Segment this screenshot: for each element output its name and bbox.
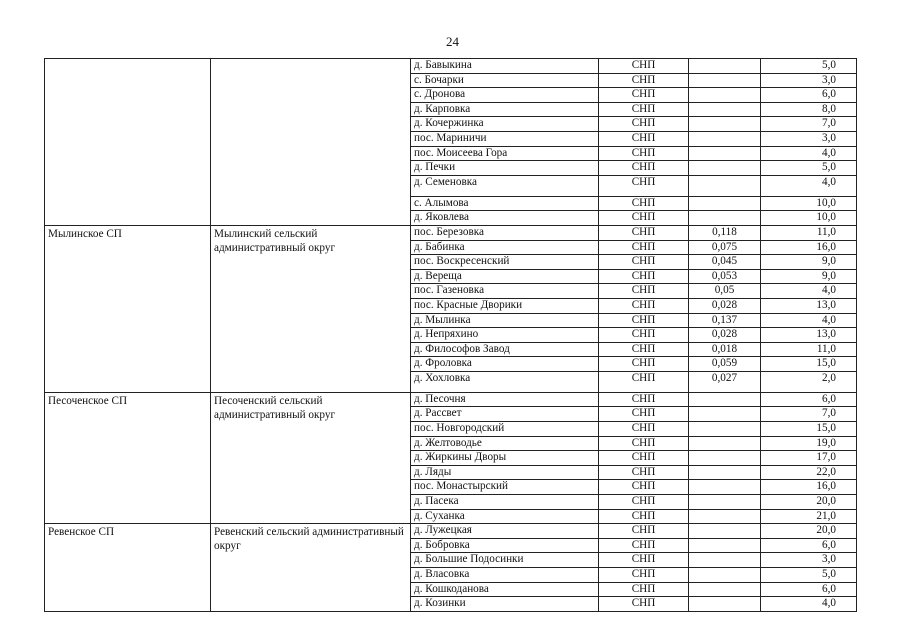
settlement-name-cell: д. Карповка xyxy=(411,102,599,117)
settlement-name-cell: д. Бобровка xyxy=(411,538,599,553)
area-cell xyxy=(689,495,761,510)
population-cell: 22,0 xyxy=(761,465,857,480)
settlement-type-cell: СНП xyxy=(599,509,689,524)
settlement-name-cell: пос. Газеновка xyxy=(411,284,599,299)
settlement-name-cell: д. Жиркины Дворы xyxy=(411,451,599,466)
settlement-type-cell: СНП xyxy=(599,392,689,407)
settlement-name-cell: пос. Монастырский xyxy=(411,480,599,495)
rural-settlement-name: Песоченское СП xyxy=(45,392,211,523)
settlement-type-cell: СНП xyxy=(599,225,689,240)
population-cell: 7,0 xyxy=(761,407,857,422)
page-number: 24 xyxy=(446,34,459,49)
settlement-name-cell: пос. Воскресенский xyxy=(411,255,599,270)
area-cell xyxy=(689,422,761,437)
settlement-type-cell: СНП xyxy=(599,597,689,612)
area-cell xyxy=(689,117,761,132)
settlement-name-cell: д. Ляды xyxy=(411,465,599,480)
settlement-name-cell: д. Философов Завод xyxy=(411,342,599,357)
administrative-okrug-name: Ревенский сельский административный округ xyxy=(211,524,411,612)
population-cell: 4,0 xyxy=(761,146,857,161)
population-cell: 4,0 xyxy=(761,597,857,612)
population-cell: 11,0 xyxy=(761,342,857,357)
area-cell xyxy=(689,407,761,422)
population-cell: 13,0 xyxy=(761,328,857,343)
settlement-name-cell: д. Пасека xyxy=(411,495,599,510)
settlement-name-cell: д. Кошкоданова xyxy=(411,582,599,597)
settlement-type-cell: СНП xyxy=(599,240,689,255)
population-cell: 20,0 xyxy=(761,495,857,510)
table-row xyxy=(45,59,857,74)
area-cell xyxy=(689,524,761,539)
table-row xyxy=(45,225,857,240)
settlement-type-cell: СНП xyxy=(599,313,689,328)
settlement-name-cell: д. Печки xyxy=(411,161,599,176)
area-cell xyxy=(689,451,761,466)
population-cell: 3,0 xyxy=(761,73,857,88)
population-cell: 6,0 xyxy=(761,392,857,407)
settlement-name-cell: пос. Мариничи xyxy=(411,131,599,146)
population-cell: 6,0 xyxy=(761,538,857,553)
area-cell: 0,053 xyxy=(689,269,761,284)
settlement-name-cell: д. Большие Подосинки xyxy=(411,553,599,568)
rural-settlement-name: Мылинское СП xyxy=(45,225,211,392)
area-cell: 0,028 xyxy=(689,298,761,313)
settlement-type-cell: СНП xyxy=(599,422,689,437)
area-cell: 0,027 xyxy=(689,371,761,392)
area-cell: 0,045 xyxy=(689,255,761,270)
settlement-type-cell: СНП xyxy=(599,524,689,539)
settlement-type-cell: СНП xyxy=(599,357,689,372)
rural-settlement-name: Ревенское СП xyxy=(45,524,211,612)
settlement-type-cell: СНП xyxy=(599,465,689,480)
area-cell xyxy=(689,131,761,146)
population-cell: 5,0 xyxy=(761,161,857,176)
settlement-type-cell: СНП xyxy=(599,538,689,553)
area-cell xyxy=(689,59,761,74)
settlements-table xyxy=(44,58,857,612)
settlement-type-cell: СНП xyxy=(599,407,689,422)
area-cell xyxy=(689,161,761,176)
settlement-name-cell: д. Желтоводье xyxy=(411,436,599,451)
settlement-name-cell: д. Непряхино xyxy=(411,328,599,343)
settlement-name-cell: с. Дронова xyxy=(411,88,599,103)
area-cell xyxy=(689,538,761,553)
population-cell: 8,0 xyxy=(761,102,857,117)
settlement-type-cell: СНП xyxy=(599,161,689,176)
area-cell xyxy=(689,88,761,103)
area-cell: 0,028 xyxy=(689,328,761,343)
settlement-name-cell: д. Бабинка xyxy=(411,240,599,255)
population-cell: 17,0 xyxy=(761,451,857,466)
settlement-type-cell: СНП xyxy=(599,436,689,451)
population-cell: 20,0 xyxy=(761,524,857,539)
area-cell xyxy=(689,392,761,407)
settlement-type-cell: СНП xyxy=(599,568,689,583)
settlement-type-cell: СНП xyxy=(599,117,689,132)
table-row xyxy=(45,524,857,539)
population-cell: 21,0 xyxy=(761,509,857,524)
population-cell: 2,0 xyxy=(761,371,857,392)
administrative-okrug-name xyxy=(211,59,411,226)
area-cell xyxy=(689,175,761,196)
population-cell: 15,0 xyxy=(761,357,857,372)
settlement-name-cell: пос. Березовка xyxy=(411,225,599,240)
settlement-name-cell: пос. Моисеева Гора xyxy=(411,146,599,161)
area-cell: 0,137 xyxy=(689,313,761,328)
settlement-type-cell: СНП xyxy=(599,88,689,103)
area-cell xyxy=(689,553,761,568)
settlement-type-cell: СНП xyxy=(599,269,689,284)
area-cell: 0,118 xyxy=(689,225,761,240)
area-cell xyxy=(689,582,761,597)
table-row xyxy=(45,392,857,407)
area-cell xyxy=(689,568,761,583)
settlement-type-cell: СНП xyxy=(599,371,689,392)
population-cell: 10,0 xyxy=(761,211,857,226)
settlement-name-cell: д. Суханка xyxy=(411,509,599,524)
settlement-type-cell: СНП xyxy=(599,582,689,597)
population-cell: 16,0 xyxy=(761,480,857,495)
population-cell: 11,0 xyxy=(761,225,857,240)
area-cell: 0,075 xyxy=(689,240,761,255)
area-cell: 0,05 xyxy=(689,284,761,299)
administrative-okrug-name: Песоченский сельский административный округ xyxy=(211,392,411,523)
settlement-type-cell: СНП xyxy=(599,451,689,466)
rural-settlement-name xyxy=(45,59,211,226)
area-cell xyxy=(689,73,761,88)
area-cell xyxy=(689,211,761,226)
population-cell: 13,0 xyxy=(761,298,857,313)
settlement-type-cell: СНП xyxy=(599,196,689,211)
settlement-name-cell: д. Вереща xyxy=(411,269,599,284)
settlement-name-cell: д. Мылинка xyxy=(411,313,599,328)
population-cell: 3,0 xyxy=(761,553,857,568)
settlement-name-cell: д. Козинки xyxy=(411,597,599,612)
settlement-type-cell: СНП xyxy=(599,553,689,568)
settlements-table-body xyxy=(45,59,857,612)
settlement-name-cell: д. Песочня xyxy=(411,392,599,407)
area-cell xyxy=(689,480,761,495)
population-cell: 10,0 xyxy=(761,196,857,211)
settlement-type-cell: СНП xyxy=(599,495,689,510)
settlement-name-cell: д. Бавыкина xyxy=(411,59,599,74)
settlement-name-cell: пос. Красные Дворики xyxy=(411,298,599,313)
settlement-type-cell: СНП xyxy=(599,131,689,146)
area-cell: 0,059 xyxy=(689,357,761,372)
area-cell: 0,018 xyxy=(689,342,761,357)
settlement-type-cell: СНП xyxy=(599,59,689,74)
area-cell xyxy=(689,146,761,161)
settlement-type-cell: СНП xyxy=(599,480,689,495)
population-cell: 3,0 xyxy=(761,131,857,146)
administrative-okrug-name: Мылинский сельский административный округ xyxy=(211,225,411,392)
settlement-type-cell: СНП xyxy=(599,284,689,299)
area-cell xyxy=(689,509,761,524)
population-cell: 15,0 xyxy=(761,422,857,437)
settlement-name-cell: д. Власовка xyxy=(411,568,599,583)
population-cell: 4,0 xyxy=(761,284,857,299)
settlement-name-cell: д. Рассвет xyxy=(411,407,599,422)
population-cell: 19,0 xyxy=(761,436,857,451)
population-cell: 7,0 xyxy=(761,117,857,132)
settlement-name-cell: д. Яковлева xyxy=(411,211,599,226)
area-cell xyxy=(689,436,761,451)
area-cell xyxy=(689,102,761,117)
settlement-type-cell: СНП xyxy=(599,328,689,343)
population-cell: 4,0 xyxy=(761,313,857,328)
population-cell: 5,0 xyxy=(761,568,857,583)
area-cell xyxy=(689,196,761,211)
settlement-name-cell: д. Кочержинка xyxy=(411,117,599,132)
settlement-name-cell: д. Семеновка xyxy=(411,175,599,196)
settlement-type-cell: СНП xyxy=(599,102,689,117)
population-cell: 5,0 xyxy=(761,59,857,74)
area-cell xyxy=(689,465,761,480)
settlement-type-cell: СНП xyxy=(599,146,689,161)
settlement-type-cell: СНП xyxy=(599,298,689,313)
population-cell: 6,0 xyxy=(761,582,857,597)
settlement-name-cell: с. Бочарки xyxy=(411,73,599,88)
population-cell: 9,0 xyxy=(761,255,857,270)
settlement-type-cell: СНП xyxy=(599,73,689,88)
population-cell: 6,0 xyxy=(761,88,857,103)
settlement-name-cell: пос. Новгородский xyxy=(411,422,599,437)
settlement-name-cell: с. Алымова xyxy=(411,196,599,211)
settlement-type-cell: СНП xyxy=(599,255,689,270)
settlement-name-cell: д. Лужецкая xyxy=(411,524,599,539)
population-cell: 16,0 xyxy=(761,240,857,255)
settlement-type-cell: СНП xyxy=(599,175,689,196)
settlement-name-cell: д. Хохловка xyxy=(411,371,599,392)
area-cell xyxy=(689,597,761,612)
population-cell: 9,0 xyxy=(761,269,857,284)
settlement-name-cell: д. Фроловка xyxy=(411,357,599,372)
settlement-type-cell: СНП xyxy=(599,342,689,357)
population-cell: 4,0 xyxy=(761,175,857,196)
settlement-type-cell: СНП xyxy=(599,211,689,226)
